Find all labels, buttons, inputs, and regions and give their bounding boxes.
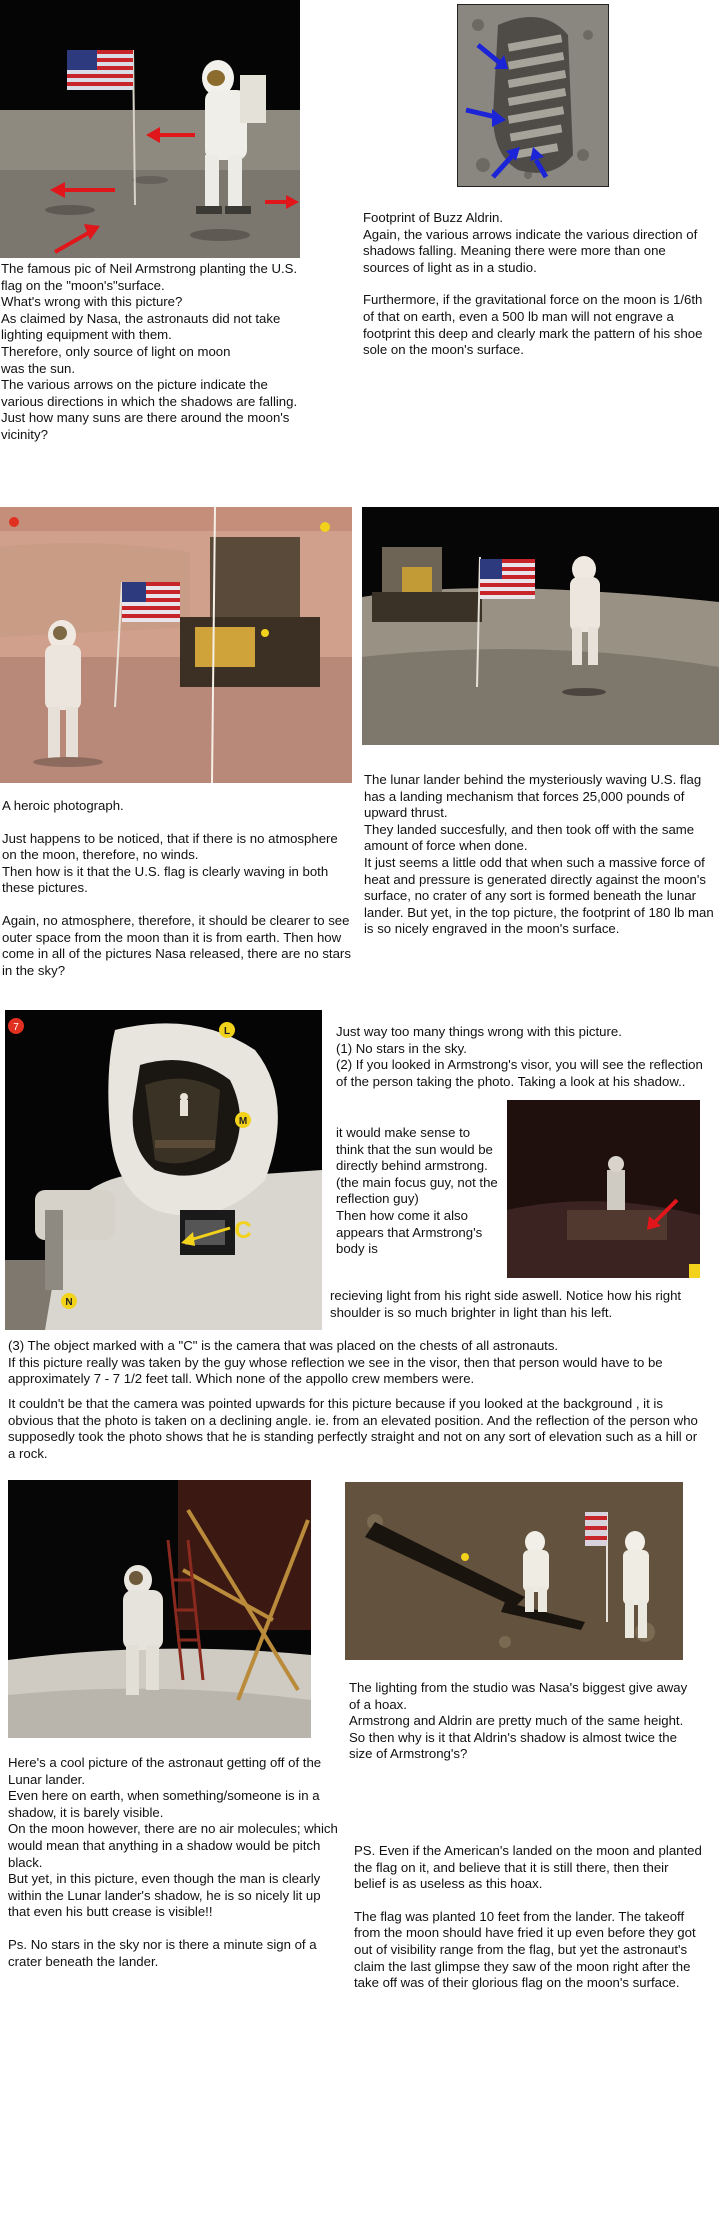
caption-line: (1) No stars in the sky.	[336, 1040, 467, 1056]
caption-line: Then how is it that the U.S. flag is clearly waving in both these pictures.	[2, 863, 329, 896]
caption-line	[354, 1893, 702, 1909]
caption-line: Again, no atmosphere, therefore, it should be clearer to see outer space from the moon than it is from earth. Then how come in all of the pictures Nasa released, there are no stars in the sky?	[2, 912, 351, 978]
caption-line: They landed succesfully, and then took off with the same amount of force when done.	[364, 821, 695, 854]
caption-paragraph: It couldn't be that the camera was pointed upwards for this picture because if you looked at the background , it is obvious that the photo is taken on a declining angle. ie. from an elevated position. And the reflection of the person who supposedly took the photo shows that he is standing perfectly straight and not on any sort of elevation such as a hill or a rock.	[8, 1396, 698, 1461]
caption-line: The famous pic of Neil Armstrong planting the U.S. flag on the "moon's"surface.	[1, 261, 298, 293]
caption-line: A heroic photograph.	[2, 798, 124, 813]
footprint-photo	[457, 4, 609, 187]
marker-c: C	[234, 1217, 252, 1244]
marker-n: N	[65, 1297, 73, 1308]
shadows-caption	[349, 1680, 694, 1763]
caption-line: Just way too many things wrong with this picture.	[336, 1024, 622, 1039]
caption-paragraph: it would make sense to think that the sun would be directly behind armstrong. (the main focus guy, not the reflection guy) Then how come it also appears that Armstrong's body is	[336, 1125, 498, 1257]
flag-planting-photo	[0, 0, 300, 258]
angle-point	[8, 1396, 708, 1462]
flag-planting-caption	[1, 261, 301, 444]
caption-line: Armstrong and Aldrin are pretty much of the same height.	[349, 1713, 684, 1729]
caption-line: As claimed by Nasa, the astronauts did not take lighting equipment with them.	[1, 310, 281, 343]
visor-portrait-photo	[5, 1010, 322, 1330]
caption-line: Just how many suns are there around the moon's vicinity?	[1, 410, 290, 442]
marker-m: M	[238, 1116, 248, 1127]
visor-inset-photo	[507, 1100, 700, 1278]
caption-line	[363, 276, 708, 292]
footprint-caption	[363, 210, 708, 359]
visor-intro	[336, 1024, 706, 1090]
caption-line: Therefore, only source of light on moon	[1, 343, 231, 359]
marker-seven: 7	[13, 1022, 19, 1033]
caption-line: But yet, in this picture, even though the man is clearly within the Lunar lander's shadow, he is so nicely lit up that even his butt crease is visible!!	[8, 1871, 321, 1920]
ladder-photo	[8, 1480, 311, 1738]
visor-beside-inset	[336, 1125, 498, 1258]
caption-line: The lunar lander behind the mysteriously waving U.S. flag has a landing mechanism that forces 25,000 pounds of upward thrust.	[364, 772, 702, 821]
caption-line	[2, 897, 352, 913]
visor-continued	[330, 1288, 705, 1321]
caption-line: PS. Even if the American's landed on the moon and planted the flag on it, and believe that it is still there, then their belief is as useless as this hoax.	[354, 1843, 702, 1892]
caption-line: Just happens to be noticed, that if there is no atmosphere on the moon, therefore, no winds.	[2, 830, 338, 863]
caption-line: (2) If you looked in Armstrong's visor, you will see the reflection of the person taking the photo. Taking a look at his shadow..	[336, 1057, 703, 1089]
caption-line: Furthermore, if the gravitational force on the moon is 1/6th of that on earth, even a 500 lb man will not engrave a footprint this deep and clearly mark the pattern of his shoe sole on the moon's surface.	[363, 292, 703, 358]
camera-point	[8, 1338, 708, 1388]
caption-line: Even here on earth, when something/someone is in a shadow, it is barely visible.	[8, 1788, 320, 1820]
caption-line: The lighting from the studio was Nasa's biggest give away of a hoax.	[349, 1680, 688, 1712]
caption-line: Again, the various arrows indicate the various direction of shadows falling. Meaning there were more than one sources of light as in a studio.	[363, 226, 698, 275]
caption-line: Footprint of Buzz Aldrin.	[363, 210, 504, 225]
caption-line: The flag was planted 10 feet from the lander. The takeoff from the moon should have fried it up even before they got out of visibility range from the flag, but yet the astronaut's claim the last glimpse they saw of the moon right after the take off was of their glorious flag on the moon's surface.	[354, 1908, 696, 1991]
caption-line: What's wrong with this picture?	[1, 294, 183, 310]
caption-line	[8, 1921, 343, 1937]
lander-caption	[364, 772, 714, 938]
caption-line: It just seems a little odd that when such a massive force of heat and pressure is generated directly against the moon's surface, no crater of any sort is formed beneath the lunar lander. But yet, in the top picture, the footprint of 180 lb man is so nicely engraved in the moon's surface.	[364, 854, 714, 937]
heroic-caption	[2, 798, 352, 979]
jumping-salute-photo	[362, 507, 719, 745]
marker-l: L	[223, 1026, 231, 1037]
caption-line	[2, 815, 352, 831]
caption-line: So then why is it that Aldrin's shadow is almost twice the size of Armstrong's?	[349, 1729, 677, 1762]
ladder-caption	[8, 1755, 343, 1970]
caption-line: was the sun.	[1, 360, 76, 376]
caption-line: Ps. No stars in the sky nor is there a minute sign of a crater beneath the lander.	[8, 1936, 317, 1969]
caption-line: Here's a cool picture of the astronaut getting off of the Lunar lander.	[8, 1755, 322, 1787]
caption-paragraph: (3) The object marked with a "C" is the camera that was placed on the chests of all astronauts. If this picture really was taken by the guy whose reflection we see in the visor, then that person would have to be approximately 7 - 7 1/2 feet tall. Which none of the appollo crew members were.	[8, 1338, 663, 1387]
caption-line: The various arrows on the picture indicate the various directions in which the shadows are falling.	[1, 377, 298, 409]
shadows-photo	[345, 1482, 683, 1660]
heroic-salute-photo	[0, 507, 352, 783]
caption-paragraph: recieving light from his right side aswell. Notice how his right shoulder is so much brighter in light than his left.	[330, 1288, 682, 1320]
caption-line: On the moon however, there are no air molecules; which would mean that anything in a shadow would be pitch black.	[8, 1821, 338, 1870]
ps-caption	[354, 1843, 702, 1992]
